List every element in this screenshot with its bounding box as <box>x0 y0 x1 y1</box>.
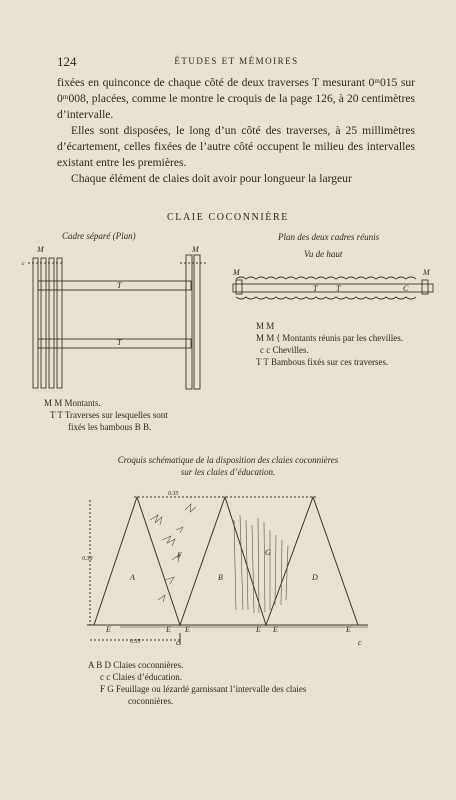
label-c-joined: C <box>403 284 409 293</box>
right-legend-line-1 <box>256 320 403 332</box>
label-e-4: E <box>256 625 261 634</box>
schematic-legend-line-2: c c Claies d’éducation. <box>100 672 182 682</box>
schematic-caption-2: sur les claies d’éducation. <box>180 467 276 477</box>
label-a: A <box>130 573 135 582</box>
right-legend-keys-2: M M <box>256 333 275 343</box>
right-legend <box>256 320 403 368</box>
dim-side: 0.30 <box>82 556 93 562</box>
label-b: B <box>218 573 223 582</box>
label-m-joined-left: M <box>233 268 240 277</box>
label-c-left: c <box>22 261 25 267</box>
label-t-joined-2: T <box>336 284 341 293</box>
left-legend-line-3: fixés les bambous B B. <box>68 422 152 432</box>
label-c-2: c <box>358 638 362 647</box>
right-legend-line-4: T T Bambous fixés sur ces traverses. <box>256 357 389 367</box>
right-legend-text-12: Montants réunis par les chevilles. <box>282 333 404 343</box>
right-figure-subcaption: Vu de haut <box>304 249 343 259</box>
schematic-caption-1: Croquis schématique de la disposition des claies coconnières <box>117 455 339 465</box>
label-m-joined-right: M <box>423 268 430 277</box>
label-g: G <box>265 548 271 557</box>
schematic-legend-line-1: A B D Claies coconnières. <box>88 660 184 670</box>
schematic-legend-line-3: F G Feuillage ou lézardé garnissant l’intervalle des claies <box>100 684 307 694</box>
separate-frame-drawing <box>28 255 207 389</box>
paragraph-3: Chaque élément de claies doit avoir pour longueur la largeur <box>71 172 352 185</box>
label-f: F <box>177 551 182 560</box>
label-t-lower: T <box>117 338 122 347</box>
label-m-left: M <box>37 245 44 254</box>
schematic-drawing <box>87 497 368 645</box>
right-legend-line-2: M M ⟨ Montants réunis par les chevilles. <box>256 333 404 343</box>
right-legend-line-3: c c Chevilles. <box>260 345 309 355</box>
dim-bottom: 0.35 <box>130 639 141 645</box>
right-figure-caption: Plan des deux cadres réunis <box>278 232 380 242</box>
running-title: ÉTUDES ET MÉMOIRES <box>174 56 299 66</box>
figure-title: CLAIE COCONNIÈRE <box>167 212 289 223</box>
label-t-upper: T <box>117 281 122 290</box>
label-e-1: E <box>106 625 111 634</box>
left-legend-line-1: M M Montants. <box>44 398 101 408</box>
schematic-legend-line-4: coconnières. <box>128 696 174 706</box>
label-e-6: E <box>346 625 351 634</box>
paragraph-1: fixées en quinconce de chaque côté de deux traverses T mesurant 0ᵐ015 sur 0ᵐ008, placées, comme le montre le croquis de la page 126, à 20 centimètres d’intervalle. <box>57 76 415 121</box>
label-c-1: c <box>176 638 180 647</box>
dim-top: 0.35 <box>168 491 179 497</box>
right-legend-keys-1: M M <box>256 321 275 331</box>
label-e-5: E <box>273 625 278 634</box>
left-figure-caption: Cadre séparé (Plan) <box>62 231 136 241</box>
left-legend <box>44 397 168 433</box>
label-e-2: E <box>166 625 171 634</box>
label-m-right: M <box>192 245 199 254</box>
page-number: 124 <box>57 54 77 69</box>
paragraph-2: Elles sont disposées, le long d’un côté des traverses, à 25 millimètres d’écartement, celles fixées de l’autre côté occupent le milieu des intervalles existant entre les premières. <box>57 124 415 169</box>
label-d: D <box>312 573 318 582</box>
label-t-joined-1: T <box>313 284 318 293</box>
schematic-legend <box>88 659 306 707</box>
left-legend-line-2: T T Traverses sur lesquelles sont <box>50 410 168 420</box>
label-e-3: E <box>185 625 190 634</box>
